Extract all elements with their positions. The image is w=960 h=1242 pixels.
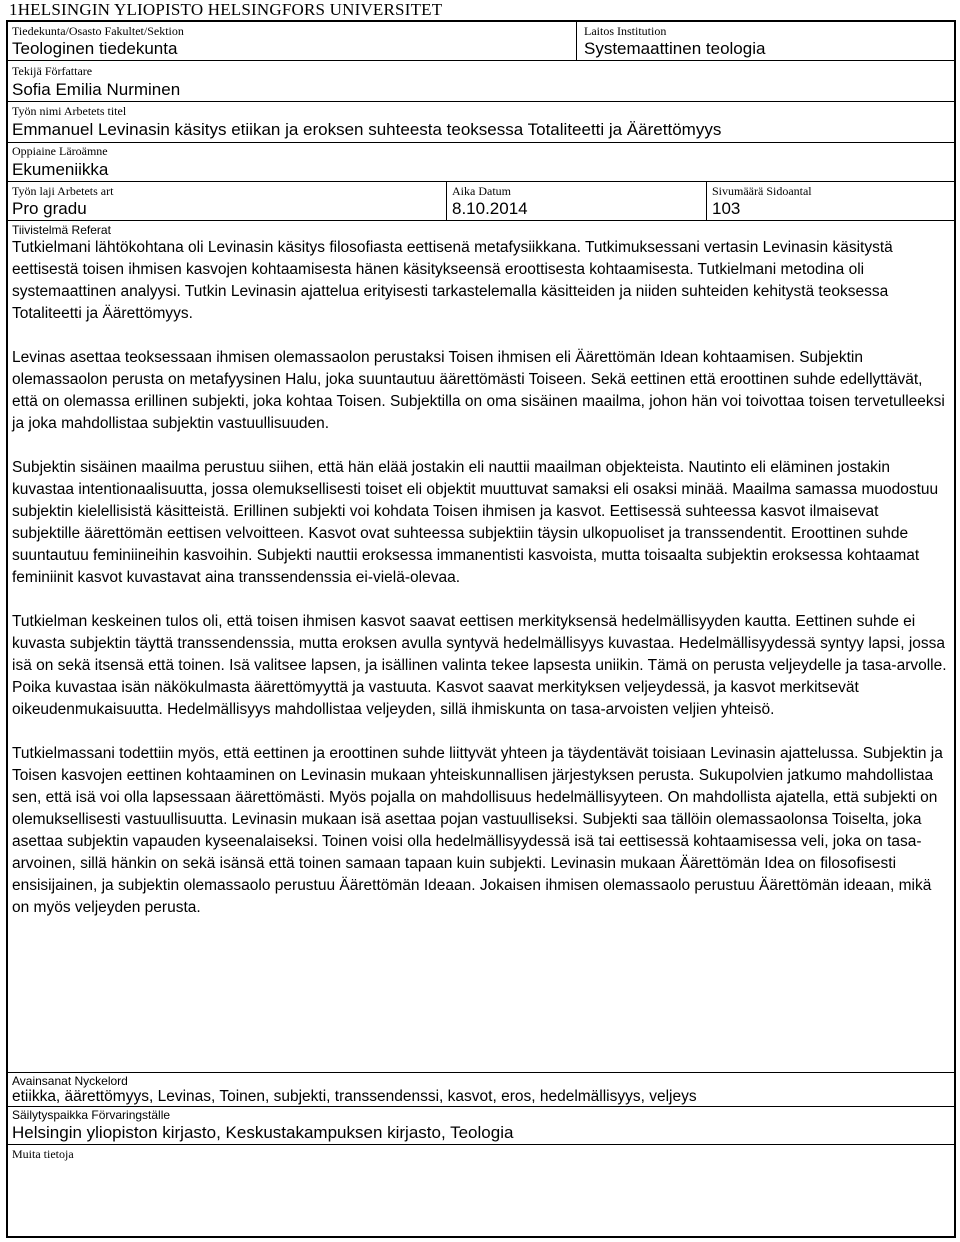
pages-label: Sivumäärä Sidoantal — [712, 184, 812, 198]
work-title-label: Työn nimi Arbetets titel — [12, 104, 127, 118]
subject-value: Ekumeniikka — [12, 160, 109, 179]
date-pages-divider — [706, 181, 707, 220]
university-title: 1HELSINGIN YLIOPISTO HELSINGFORS UNIVERSITET — [9, 0, 443, 19]
abstract-paragraph: Levinas asettaa teoksessaan ihmisen olemassaolon perustaksi Toisen ihmisen eli Äärettömän Idean kohtaamisen. Subjektin olemassaolon perusta on metafyysinen Halu, joka suuntautuu äärettömästi Toiseen. Sekä eettinen että eroottinen suhde edellyttävät, että on olemassa erillinen subjekti, joka kohtaa Toisen. Subjektilla on oma sisäinen maailma, johon hän voi toivottaa toisen tervetulleeksi ja joka mahdollistaa subjektin vastuullisuuden. — [12, 349, 945, 432]
date-value: 8.10.2014 — [452, 199, 528, 218]
pages-value: 103 — [712, 199, 741, 218]
keywords-value: etiikka, äärettömyys, Levinas, Toinen, subjekti, transsendenssi, kasvot, eros, hedelmällisyys, veljeys — [12, 1088, 697, 1105]
divider — [8, 1106, 954, 1107]
author-value: Sofia Emilia Nurminen — [12, 80, 181, 99]
abstract-form-frame — [6, 20, 956, 1238]
faculty-department-divider — [576, 22, 577, 60]
divider — [8, 142, 954, 143]
abstract-label: Tiivistelmä Referat — [12, 223, 111, 237]
department-value: Systemaattinen teologia — [584, 39, 766, 58]
divider — [8, 101, 954, 102]
divider — [8, 60, 954, 61]
abstract-paragraph: Subjektin sisäinen maailma perustuu siihen, että hän elää jostakin eli nauttii maailman objekteista. Nautinto eli eläminen jostakin kuvastaa intentionaalisuutta, jossa olemuksellisesti toiset eli objektit muuttuvat samaksi eli osaksi minää. Maailma samassa muodostuu subjektin kielellisistä käsitteistä. Erillinen subjekti voi kohdata Toisen ihmisen ja kasvot. Eettisessä suhteessa kasvot ilmaisevat subjektille äärettömän eettisen velvoitteen. Kasvot ovat suhteessa subjektiin täysin ulkopuoliset ja transsendentit. Eroottinen suhde suuntautuu feminiineihin kasvoihin. Subjekti nauttii eroksessa immanentisti kasvoista, mutta toisaalta subjektin eroksessa kohtaamat feminiinit kasvot kuvastavat aina transsendenssia ei-vielä-olevaa. — [12, 459, 939, 586]
department-label: Laitos Institution — [584, 24, 667, 38]
other-info-label: Muita tietoja — [12, 1147, 74, 1161]
work-type-date-divider — [446, 181, 447, 220]
abstract-paragraph: Tutkielmani lähtökohtana oli Levinasin käsitys filosofiasta eettisenä metafysiikkana. Tutkimuksessani vertasin Levinasin käsitystä eettisestä toisen ihmisen kasvojen kohtaamisesta hänen käsitykseensä eroottisesta kohtaamisesta. Tutkielmani metodina oli systemaattinen analyysi. Tutkin Levinasin ajattelua erityisesti tarkastelemalla käsitteiden ja niiden suhteiden kehitystä teoksessa Totaliteetti ja Äärettömyys. — [12, 239, 893, 322]
faculty-value: Teologinen tiedekunta — [12, 39, 178, 58]
abstract-paragraph: Tutkielmassani todettiin myös, että eettinen ja eroottinen suhde liittyvät yhteen ja täydentävät toisiaan Levinasin ajattelussa. Subjektin ja Toisen kasvojen eettinen kohtaaminen on Levinasin mukaan yhteiskunnallisen järjestyksen perusta. Sukupolvien jatkumo mahdollistaa sen, että isä voi olla lapsessaan äärettömästi. Myös pojalla on mahdollisuus hedelmällisyyteen. On mahdollista ajatella, että subjekti on olemuksellisesti vastuullisuutta. Levinasin mukaan isä asettaa pojan vastuulliseksi. Subjekti saa tällöin olemassaolonsa Toiselta, joka asettaa subjektin vapauden kyseenalaiseksi. Toinen voisi olla hedelmällisyydessä isä tai eettisessä kohtaamisessa veli, joka on tasa-arvoinen, sillä hänkin on sekä isänsä että toinen samaan tapaan kuin subjekti. Levinasin mukaan Äärettömän Idea on filosofisesti ensisijainen, ja subjektin olemassaolo perustuu Äärettömän Ideaan. Jokaisen ihmisen olemassaolo perustuu Äärettömän ideaan, mikä on myös veljeyden perusta. — [12, 745, 943, 916]
faculty-label: Tiedekunta/Osasto Fakultet/Sektion — [12, 24, 184, 38]
abstract-body — [12, 237, 948, 919]
work-title-value: Emmanuel Levinasin käsitys etiikan ja eroksen suhteesta teoksessa Totaliteetti ja Äärettömyys — [12, 120, 722, 139]
divider — [8, 181, 954, 182]
divider — [8, 1072, 954, 1073]
storage-label: Säilytyspaikka Förvaringställe — [12, 1108, 171, 1122]
storage-value: Helsingin yliopiston kirjasto, Keskustakampuksen kirjasto, Teologia — [12, 1123, 514, 1142]
divider — [8, 220, 954, 221]
subject-label: Oppiaine Läroämne — [12, 144, 108, 158]
divider — [8, 1144, 954, 1145]
keywords-label: Avainsanat Nyckelord — [12, 1074, 128, 1088]
work-type-label: Työn laji Arbetets art — [12, 184, 114, 198]
work-type-value: Pro gradu — [12, 199, 87, 218]
abstract-paragraph: Tutkielman keskeinen tulos oli, että toisen ihmisen kasvot saavat eettisen merkityksensä hedelmällisyyden kautta. Eettinen suhde ei kuvasta subjektin täyttä transsendenssia, mutta eroksen avulla syntyvä hedelmällisyys kuvastaa. Hedelmällisyydessä syntyy lapsi, jossa isä on sekä itsensä että toinen. Isä valitsee lapsen, ja isällinen valinta tekee lapsesta uniikin. Tämä on perusta veljeydelle ja tasa-arvolle. Poika kuvastaa isän näkökulmasta äärettömyyttä ja vastuuta. Kasvot saavat merkityksen veljeydessä, ja kasvot merkitsevät oikeudenmukaisuutta. Hedelmällisyys mahdollistaa veljeyden, sillä ihmiskunta on tasa-arvoisten veljien yhteisö. — [12, 613, 947, 718]
author-label: Tekijä Författare — [12, 64, 93, 78]
date-label: Aika Datum — [452, 184, 511, 198]
